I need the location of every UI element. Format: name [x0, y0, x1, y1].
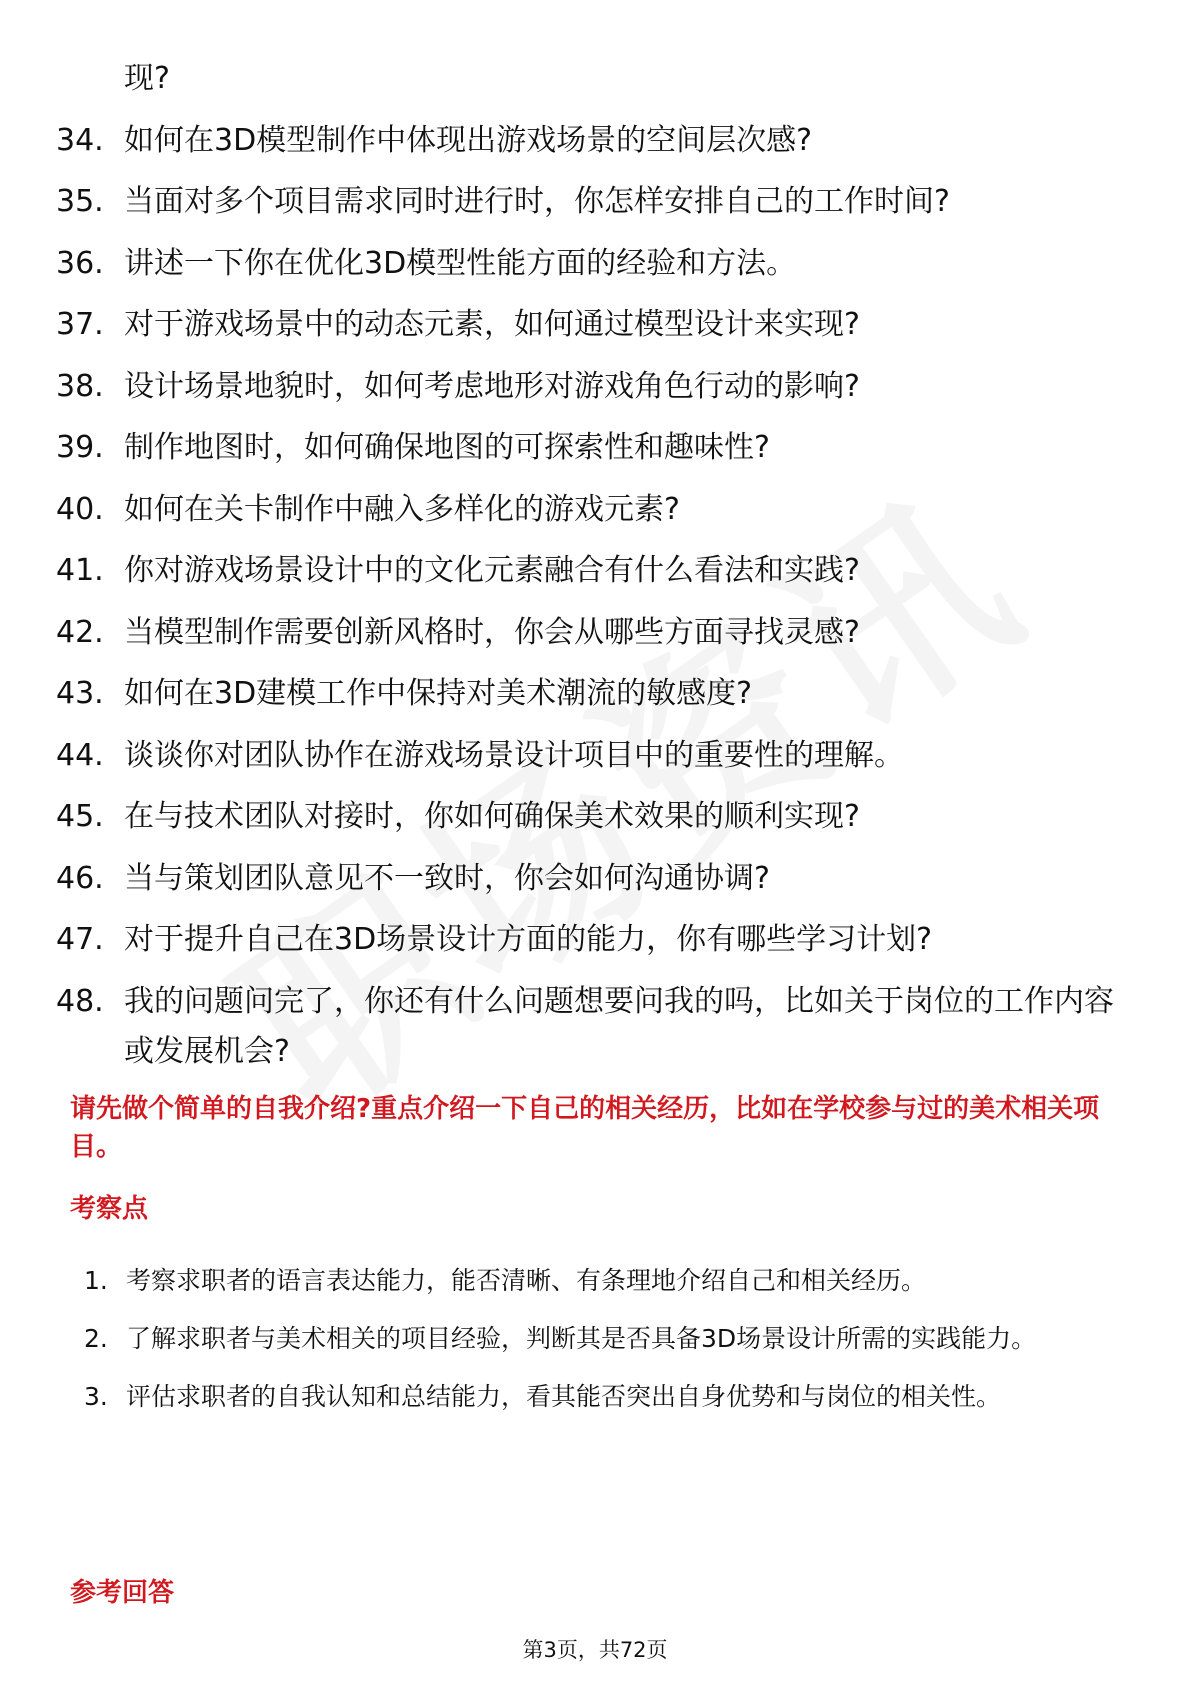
list-item	[56, 479, 1136, 541]
list-item	[84, 1252, 1124, 1310]
point-number: 3.	[84, 1382, 108, 1411]
question-text: 谈谈你对团队协作在游戏场景设计项目中的重要性的理解。	[124, 737, 904, 773]
list-item	[56, 971, 1136, 1077]
point-text: 了解求职者与美术相关的项目经验，判断其是否具备3D场景设计所需的实践能力。	[126, 1324, 1037, 1353]
list-item	[56, 725, 1136, 787]
question-number: 38.	[56, 368, 104, 404]
question-text: 对于游戏场景中的动态元素，如何通过模型设计来实现?	[124, 307, 860, 342]
question-number: 45.	[56, 799, 104, 834]
question-text: 当面对多个项目需求同时进行时，你怎样安排自己的工作时间?	[124, 184, 950, 219]
question-number: 34.	[56, 122, 104, 158]
question-number: 46.	[56, 860, 104, 896]
question-text: 当模型制作需要创新风格时，你会从哪些方面寻找灵感?	[124, 614, 860, 650]
list-item	[56, 663, 1136, 725]
question-text: 在与技术团队对接时，你如何确保美术效果的顺利实现?	[124, 799, 860, 834]
question-number: 43.	[56, 676, 104, 711]
question-text: 当与策划团队意见不一致时，你会如何沟通协调?	[124, 860, 770, 896]
point-number: 1.	[84, 1266, 108, 1295]
list-item	[84, 1368, 1124, 1426]
question-number: 41.	[56, 553, 104, 588]
answer-heading: 参考回答	[70, 1578, 175, 1608]
question-number: 48.	[56, 983, 104, 1019]
question-continuation: 现?	[124, 61, 170, 96]
question-number: 37.	[56, 307, 104, 342]
list-item	[56, 417, 1136, 479]
question-number: 40.	[56, 491, 104, 527]
question-number: 36.	[56, 245, 104, 281]
list-item	[56, 294, 1136, 356]
page-footer: 第3页，共72页	[522, 1638, 668, 1662]
list-item	[84, 1310, 1124, 1368]
question-number: 47.	[56, 922, 104, 957]
point-text: 评估求职者的自我认知和总结能力，看其能否突出自身优势和与岗位的相关性。	[126, 1382, 1002, 1411]
list-item	[56, 540, 1136, 602]
list-item	[56, 171, 1136, 233]
question-number: 35.	[56, 184, 104, 219]
question-text: 如何在3D建模工作中保持对美术潮流的敏感度?	[124, 676, 753, 711]
list-item	[56, 848, 1136, 910]
points-list	[84, 1252, 1124, 1426]
question-number: 39.	[56, 430, 104, 465]
question-text: 对于提升自己在3D场景设计方面的能力，你有哪些学习计划?	[124, 922, 933, 957]
question-text: 如何在关卡制作中融入多样化的游戏元素?	[124, 491, 680, 527]
question-number: 44.	[56, 737, 104, 773]
list-item	[56, 909, 1136, 971]
list-item	[56, 356, 1136, 418]
question-text: 我的问题问完了，你还有什么问题想要问我的吗，比如关于岗位的工作内容或发展机会?	[124, 983, 1114, 1069]
question-list	[56, 48, 1136, 1085]
question-text: 如何在3D模型制作中体现出游戏场景的空间层次感?	[124, 122, 813, 158]
points-heading: 考察点	[70, 1194, 149, 1224]
question-text: 制作地图时，如何确保地图的可探索性和趣味性?	[124, 430, 770, 465]
question-text: 你对游戏场景设计中的文化元素融合有什么看法和实践?	[124, 553, 860, 588]
question-text: 设计场景地貌时，如何考虑地形对游戏角色行动的影响?	[124, 368, 860, 404]
list-item	[56, 602, 1136, 664]
list-item	[56, 110, 1136, 172]
question-number: 42.	[56, 614, 104, 650]
list-item	[56, 786, 1136, 848]
section-question: 请先做个简单的自我介绍?重点介绍一下自己的相关经历，比如在学校参与过的美术相关项目。	[70, 1094, 1100, 1162]
question-text: 讲述一下你在优化3D模型性能方面的经验和方法。	[124, 245, 797, 281]
point-number: 2.	[84, 1324, 108, 1353]
list-item	[56, 233, 1136, 295]
point-text: 考察求职者的语言表达能力，能否清晰、有条理地介绍自己和相关经历。	[126, 1266, 927, 1295]
